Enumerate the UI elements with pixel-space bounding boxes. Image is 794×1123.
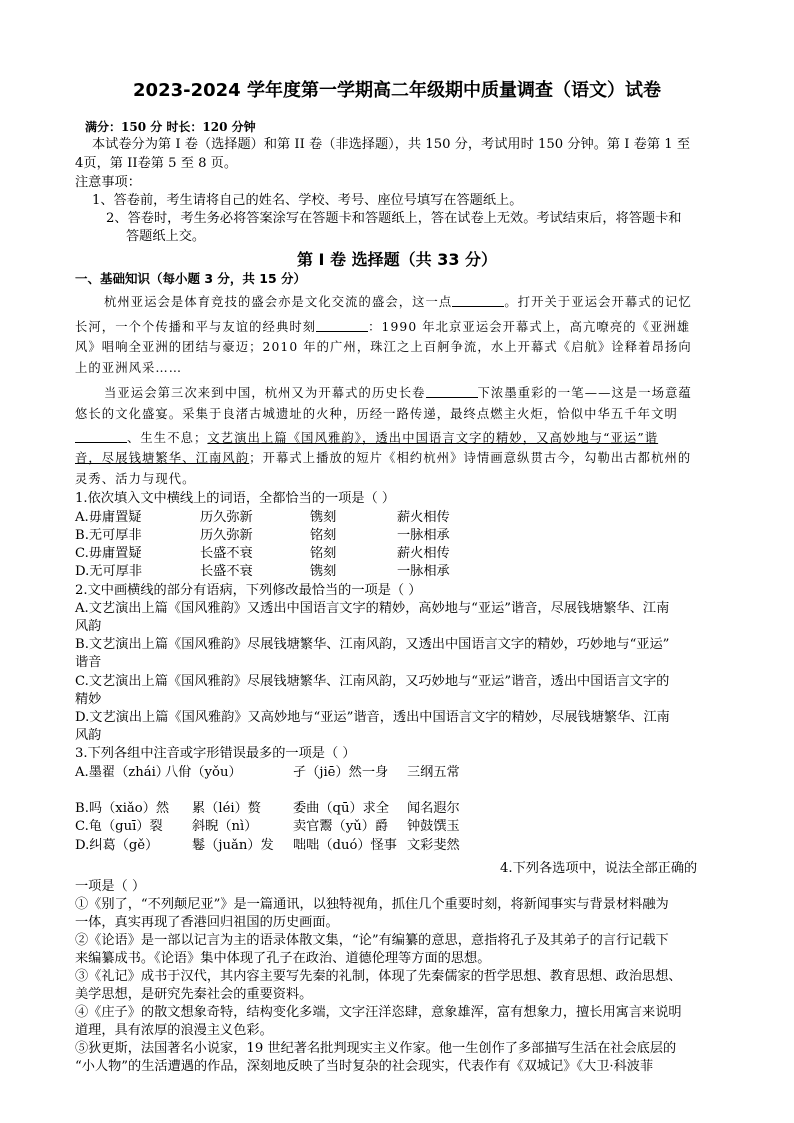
- question-2-option-d[interactable]: D.文艺演出上篇《国风雅韵》又高妙地与“亚运”谐音，透出中国语言文字的精妙，尽展钱塘繁华、江南: [75, 710, 670, 725]
- question-3-option-a[interactable]: [75, 764, 515, 782]
- option-word: 历久弥新: [200, 510, 253, 525]
- option-word: C.毋庸置疑: [75, 546, 142, 561]
- exam-title: 2023-2024 学年度第一学期高二年级期中质量调查（语文）试卷: [133, 80, 661, 101]
- question-3-option-c[interactable]: [75, 818, 515, 836]
- option-word: 镌刻: [310, 510, 337, 525]
- option-item: 闻名遐尔: [407, 801, 460, 816]
- option-word: 薪火相传: [397, 546, 450, 561]
- passage-text: 、生生不息；: [127, 431, 208, 445]
- option-item: 委曲（qū）求全: [293, 801, 390, 816]
- note-1: 1、答卷前，考生请将自己的姓名、学校、考号、座位号填写在答题纸上。: [92, 193, 523, 208]
- option-item: 文彩斐然: [407, 838, 460, 853]
- question-1-stem: 1.依次填入文中横线上的词语，全都恰当的一项是（ ）: [75, 491, 396, 506]
- option-word: B.无可厚非: [75, 528, 142, 543]
- passage-text: 杭州亚运会是体育竞技的盛会亦是文化交流的盛会，这一点: [104, 295, 453, 309]
- option-word: 镌刻: [310, 564, 337, 579]
- option-word: A.毋庸置疑: [75, 510, 142, 525]
- section-title: 第 I 卷 选择题（共 33 分）: [296, 250, 498, 269]
- question-3-stem: 3.下列各组中注音或字形错误最多的一项是（ ）: [75, 746, 356, 761]
- question-2-option-c-cont: 精妙: [75, 692, 102, 707]
- option-item: 斜睨（nì）: [192, 819, 258, 834]
- option-word: 铭刻: [310, 528, 337, 543]
- option-item: 累（léi）赘: [192, 801, 261, 816]
- question-1-option-c[interactable]: [75, 545, 515, 563]
- part-one-heading: 一、基础知识（每小题 3 分，共 15 分）: [75, 271, 307, 286]
- passage-text: 当亚运会第三次来到中国，杭州又为开幕式的历史长卷: [104, 386, 426, 400]
- option-item: A.墨翟（zhái）: [75, 765, 169, 780]
- option-item: C.龟（guī）裂: [75, 819, 163, 834]
- question-2-option-d-cont: 风韵: [75, 728, 102, 743]
- option-word: 铭刻: [310, 546, 337, 561]
- option-item: 鬈（juǎn）发: [192, 838, 274, 853]
- blank-4: [75, 430, 127, 443]
- option-item: 八佾（yǒu）: [165, 765, 242, 780]
- question-2-option-b[interactable]: B.文艺演出上篇《国风雅韵》尽展钱塘繁华、江南风韵，又透出中国语言文字的精妙，巧妙地与“亚运”: [75, 637, 670, 652]
- question-4-item-2-cont: 来编纂成书。《论语》集中体现了孔子在政治、道德伦理等方面的思想。: [75, 951, 491, 966]
- option-word: 长盛不衰: [200, 546, 253, 561]
- option-item: B.吗（xiǎo）然: [75, 801, 170, 816]
- intro-line-2: 4页，第 II卷第 5 至 8 页。: [75, 156, 238, 171]
- question-1-option-a[interactable]: [75, 509, 515, 527]
- question-3-option-b[interactable]: [75, 800, 515, 818]
- question-2-option-b-cont: 谐音: [75, 655, 102, 670]
- passage-text: ；开幕式上播放的短片《相约杭州》诗情画意纵贯古今，勾勒出古都杭州的: [249, 451, 692, 465]
- passage-line: [104, 293, 692, 311]
- underlined-sentence: 文艺演出上篇《国风雅韵》，透出中国语言文字的精妙，又高妙地与“亚运”谐: [207, 431, 659, 445]
- question-1-option-d[interactable]: [75, 563, 515, 581]
- option-word: 一脉相承: [397, 564, 450, 579]
- option-item: D.纠葛（gě）: [75, 838, 159, 853]
- notes-heading: 注意事项：: [75, 175, 141, 190]
- score-time-line: 满分：150 分 时长：120 分钟: [85, 120, 256, 134]
- blank-2: [316, 319, 368, 332]
- question-2-option-c[interactable]: C.文艺演出上篇《国风雅韵》尽展钱塘繁华、江南风韵，又巧妙地与“亚运”谐音，透出中国语言文字的: [75, 674, 670, 689]
- intro-line-1: 本试卷分为第 I 卷（选择题）和第 II 卷（非选择题），共 150 分，考试用时 150 分钟。第 I 卷第 1 至: [92, 137, 691, 152]
- note-2: 2、答卷时，考生务必将答案涂写在答题卡和答题纸上，答在试卷上无效。考试结束后，将答题卡和: [106, 211, 682, 226]
- option-word: 长盛不衰: [200, 564, 253, 579]
- underlined-sentence: 音，尽展钱塘繁华、江南风韵: [75, 451, 250, 465]
- note-2-continued: 答题纸上交。: [126, 229, 206, 244]
- option-item: 钟鼓馔玉: [407, 819, 460, 834]
- passage-line: 灵秀、活力与现代。: [75, 472, 196, 486]
- question-2-stem: 2.文中画横线的部分有语病，下列修改最恰当的一项是（ ）: [75, 583, 422, 598]
- question-4-item-4: ④《庄子》的散文想象奇特，结构变化多端，文字汪洋恣肆，意象雄浑，富有想象力，擅长用寓言来说明: [75, 1005, 682, 1020]
- question-3-option-d[interactable]: [75, 837, 515, 855]
- question-4-item-3-cont: 美学思想，是研究先秦社会的重要资料。: [75, 987, 313, 1002]
- option-word: 薪火相传: [397, 510, 450, 525]
- passage-line: 上的亚洲风采……: [75, 361, 183, 375]
- passage-line: [75, 449, 691, 467]
- question-4-item-5-cont: “小人物”的生活遭遇的作品，深刻地反映了当时复杂的社会现实，代表作有《双城记》《大卫·科波菲: [75, 1059, 654, 1074]
- passage-line: [75, 429, 658, 447]
- option-item: 卖官鬻（yǔ）爵: [293, 819, 389, 834]
- passage-line: 风》唱响全亚洲的团结与豪迈；2010 年的广州，珠江之上百舸争流，水上开幕式《启航》诠释着昂扬向: [75, 340, 692, 354]
- passage-line: [75, 318, 690, 336]
- option-word: 一脉相承: [397, 528, 450, 543]
- option-item: 三纲五常: [407, 765, 460, 780]
- question-4-stem: 4.下列各选项中，说法全部正确的: [500, 861, 698, 876]
- passage-text: 下浓墨重彩的一笔——这是一场意蕴: [477, 386, 692, 400]
- question-4-item-5: ⑤狄更斯，法国著名小说家，19 世纪著名批判现实主义作家。他一生创作了多部描写生活在社会底层的: [75, 1041, 677, 1056]
- option-word: D.无可厚非: [75, 564, 143, 579]
- option-item: 孑（jiē）然一身: [293, 765, 389, 780]
- passage-line: 悠长的文化盛宴。采集于良渚古城遗址的火种，历经一路传递，最终点燃主火炬，恰似中华五千年文明: [75, 407, 678, 421]
- question-2-option-a[interactable]: A.文艺演出上篇《国风雅韵》又透出中国语言文字的精妙，高妙地与“亚运”谐音，尽展钱塘繁华、江南: [75, 601, 670, 616]
- passage-text: ：1990 年北京亚运会开幕式上，高亢嘹亮的《亚洲雄: [368, 320, 691, 334]
- passage-text: 。打开关于亚运会开幕式的记忆: [504, 295, 692, 309]
- option-item: 咄咄（duó）怪事: [293, 838, 397, 853]
- question-4-stem-cont: 一项是（ ）: [75, 879, 146, 894]
- question-4-item-1: ①《别了，“不列颠尼亚”》是一篇通讯，以独特视角，抓住几个重要时刻，将新闻事实与背景材料融为: [75, 897, 669, 912]
- question-4-item-1-cont: 一体，真实再现了香港回归祖国的历史画面。: [75, 915, 339, 930]
- blank-1: [452, 294, 504, 307]
- passage-text: 长河，一个个传播和平与友谊的经典时刻: [75, 320, 317, 334]
- question-4-item-2: ②《论语》是一部以记言为主的语录体散文集，“论”有编纂的意思，意指将孔子及其弟子的言行记载下: [75, 933, 669, 948]
- question-4-item-3: ③《礼记》成书于汉代，其内容主要写先秦的礼制，体现了先秦儒家的哲学思想、教育思想、政治思想、: [75, 969, 682, 984]
- question-4-item-4-cont: 道理，具有浓厚的浪漫主义色彩。: [75, 1023, 273, 1038]
- blank-3: [426, 385, 478, 398]
- option-word: 历久弥新: [200, 528, 253, 543]
- passage-line: [104, 384, 692, 402]
- question-1-option-b[interactable]: [75, 527, 515, 545]
- question-2-option-a-cont: 风韵: [75, 619, 102, 634]
